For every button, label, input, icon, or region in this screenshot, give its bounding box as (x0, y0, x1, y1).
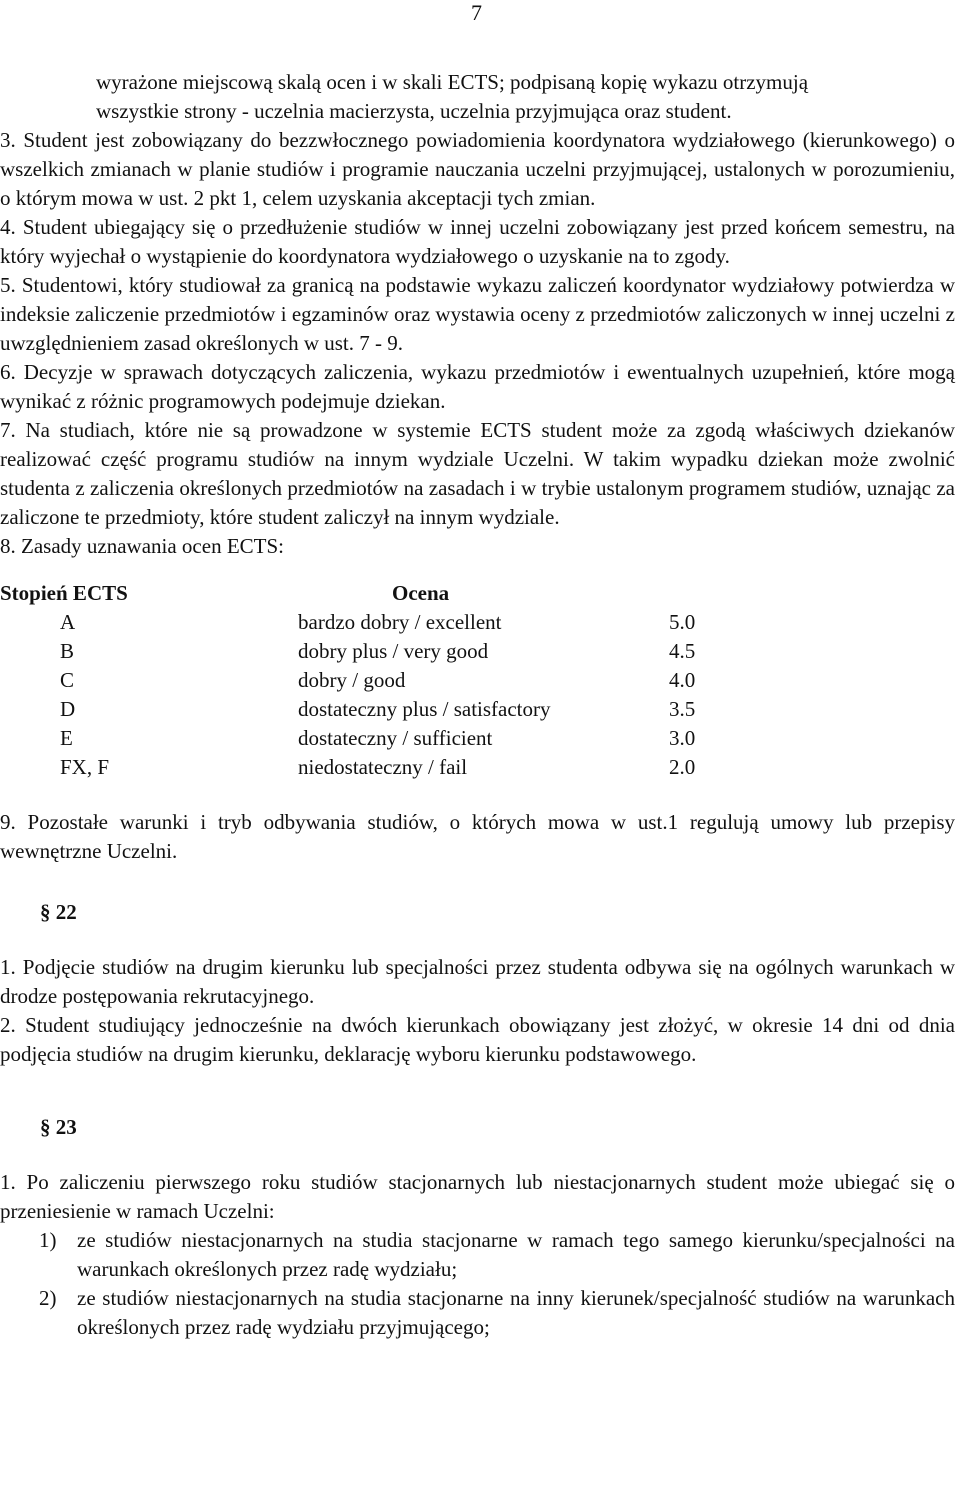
ocena-cell: dobry / good (298, 668, 406, 692)
paragraph-9: 9. Pozostałe warunki i tryb odbywania studiów, o których mowa w ust.1 regulują umowy lub przepisy wewnętrzne Uczelni. (0, 810, 955, 863)
grade-cell: FX, F (60, 755, 110, 779)
header-ocena: Ocena (392, 581, 450, 605)
list-item (0, 1284, 955, 1342)
ocena-cell: niedostateczny / fail (298, 755, 468, 779)
grade-cell: D (60, 697, 76, 721)
section-22-paragraph-1: 1. Podjęcie studiów na drugim kierunku lub specjalności przez studenta odbywa się na ogólnych warunkach w drodze postępowania rekrutacyjnego. (0, 955, 955, 1008)
spacer (0, 866, 955, 895)
list-item-number: 2) (39, 1286, 57, 1310)
document-body (0, 68, 955, 1342)
grade-cell: C (60, 668, 75, 692)
grade-cell: A (60, 610, 76, 634)
spacer (0, 1142, 955, 1168)
numeric-cell: 5.0 (669, 610, 696, 634)
paragraph-3: 3. Student jest zobowiązany do bezzwłocznego powiadomienia koordynatora wydziałowego (kierunkowego) o wszelkich zmianach w planie studiów i programie nauczania uczelni przyjmującej, ustalonych w porozumieniu, o którym mowa w ust. 2 pkt 1, celem uzyskania akceptacji tych zmian. (0, 128, 955, 210)
page-number: 7 (471, 0, 482, 25)
ocena-cell: bardzo dobry / excellent (298, 610, 502, 634)
list-item (0, 1226, 955, 1284)
ocena-cell: dostateczny plus / satisfactory (298, 697, 551, 721)
list-item-text: ze studiów niestacjonarnych na studia stacjonarne na inny kierunek/specjalność studiów na warunkach określonych przez radę wydziału przyjmującego; (77, 1286, 955, 1339)
paragraph-continuation-line2: wszystkie strony - uczelnia macierzysta, uczelnia przyjmująca oraz student. (96, 99, 732, 123)
grades-table (0, 608, 955, 782)
table-row (0, 695, 955, 724)
list-item-number: 1) (39, 1228, 57, 1252)
table-row (0, 753, 955, 782)
header-grade: Stopień ECTS (0, 581, 128, 605)
table-row (0, 637, 955, 666)
spacer (0, 927, 955, 953)
grades-table-header (0, 579, 955, 608)
ocena-cell: dobry plus / very good (298, 639, 489, 663)
numeric-cell: 3.5 (669, 697, 696, 721)
numeric-cell: 3.0 (669, 726, 696, 750)
paragraph-6: 6. Decyzje w sprawach dotyczących zaliczenia, wykazu przedmiotów i ewentualnych uzupełnień, które mogą wynikać z różnic programowych podejmuje dziekan. (0, 360, 955, 413)
table-row (0, 666, 955, 695)
paragraph-continuation-line1: wyrażone miejscową skalą ocen i w skali ECTS; podpisaną kopię wykazu otrzymują (96, 70, 809, 94)
paragraph-8: 8. Zasady uznawania ocen ECTS: (0, 534, 284, 558)
section-23-title: § 23 (40, 1115, 77, 1139)
grade-cell: B (60, 639, 75, 663)
paragraph-7: 7. Na studiach, które nie są prowadzone w systemie ECTS student może za zgodą właściwych dziekanów realizować część programu studiów na innym wydziale Uczelni. W takim wypadku dziekan może zwolnić studenta z zaliczenia określonych przedmiotów na zasadach i w trybie ustalonym programem studiów, uznając za zaliczone te przedmioty, które student zaliczył na innym wydziale. (0, 418, 955, 529)
spacer (0, 1069, 955, 1098)
ocena-cell: dostateczny / sufficient (298, 726, 493, 750)
table-row (0, 724, 955, 753)
numeric-cell: 4.5 (669, 639, 696, 663)
paragraph-5: 5. Studentowi, który studiował za granicą na podstawie wykazu zaliczeń koordynator wydziałowy potwierdza w indeksie zaliczenie przedmiotów i egzaminów oraz wystawia oceny z przedmiotów zaliczonych w innej uczelni z uwzględnieniem zasad określonych w ust. 7 - 9. (0, 273, 955, 355)
numeric-cell: 4.0 (669, 668, 696, 692)
section-22-title: § 22 (40, 900, 77, 924)
list-item-text: ze studiów niestacjonarnych na studia stacjonarne w ramach tego samego kierunku/specjalności na warunkach określonych przez radę wydziału; (77, 1228, 955, 1281)
spacer (0, 782, 955, 811)
table-row (0, 608, 955, 637)
grade-cell: E (60, 726, 73, 750)
numeric-cell: 2.0 (669, 755, 696, 779)
section-23-paragraph-1: 1. Po zaliczeniu pierwszego roku studiów stacjonarnych lub niestacjonarnych student może ubiegać się o przeniesienie w ramach Uczelni: (0, 1170, 955, 1223)
section-22-paragraph-2: 2. Student studiujący jednocześnie na dwóch kierunkach obowiązany jest złożyć, w okresie 14 dni od dnia podjęcia studiów na drugim kierunku, deklarację wyboru kierunku podstawowego. (0, 1013, 955, 1066)
paragraph-4: 4. Student ubiegający się o przedłużenie studiów w innej uczelni zobowiązany jest przed końcem semestru, na który wyjechał o wystąpienie do koordynatora wydziałowego o uzyskanie na to zgody. (0, 215, 955, 268)
